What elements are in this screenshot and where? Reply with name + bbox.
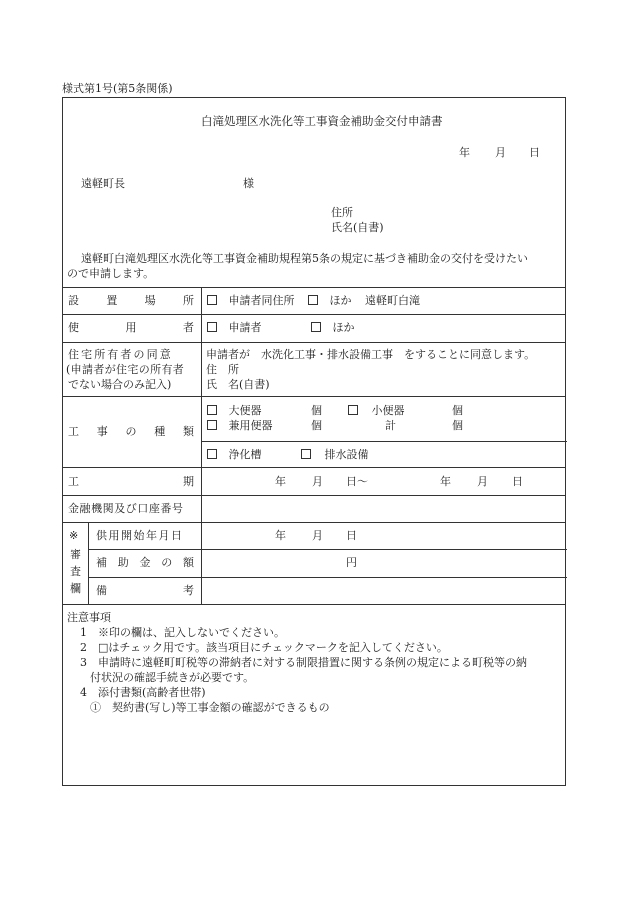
- note-4: 4 添付書類(高齢者世帯): [80, 686, 206, 699]
- period-end-year: 年: [440, 475, 451, 488]
- work-item-drainage: 排水設備: [301, 448, 369, 461]
- applicant-name-label: 氏名(自書): [331, 221, 384, 234]
- form-title: 白滝処理区水洗化等工事資金補助金交付申請書: [201, 114, 443, 128]
- start-year: 年: [275, 529, 286, 542]
- row-divider: [63, 467, 565, 468]
- note-1: 1 ※印の欄は、記入しないでください。: [80, 626, 285, 639]
- user-option-other: ほか: [332, 321, 355, 334]
- review-char-1: 審: [70, 548, 81, 561]
- checkbox-user-applicant[interactable]: [207, 322, 217, 332]
- consent-text: 申請者が 水洗化工事・排水設備工事 をすることに同意します。: [206, 348, 536, 361]
- user-options: [207, 321, 262, 334]
- checkbox-drainage[interactable]: [301, 449, 311, 459]
- location-option-other: ほか: [329, 294, 352, 307]
- note-3a: 3 申請時に遠軽町町税等の滞納者に対する制限措置に関する条例の規定による町税等の納: [80, 656, 527, 669]
- start-day: 日: [346, 529, 357, 542]
- row-divider: [63, 495, 565, 496]
- work-type-label: 工 事 の 種 類: [68, 425, 194, 438]
- date-month: 月: [495, 146, 506, 159]
- checkbox-same-address[interactable]: [207, 295, 217, 305]
- row-divider: [63, 396, 565, 397]
- location-place: 遠軽町白滝: [365, 294, 420, 307]
- period-start-day: 日〜: [346, 475, 368, 488]
- work-item-dual: 兼用便器: [207, 419, 273, 432]
- work-item-septic: 浄化槽: [207, 448, 262, 461]
- consent-address: 住 所: [206, 363, 239, 376]
- work-unit-total: 個: [452, 419, 463, 432]
- user-option-applicant: 申請者: [228, 321, 262, 334]
- checkbox-urinal[interactable]: [348, 405, 358, 415]
- date-day: 日: [529, 146, 540, 159]
- start-date-label: 供用開始年月日: [96, 529, 184, 542]
- row-divider: [63, 314, 565, 315]
- review-char-3: 欄: [70, 582, 81, 595]
- bank-label: 金融機関及び口座番号: [68, 502, 184, 515]
- checkbox-user-other[interactable]: [311, 322, 321, 332]
- consent-label-3: でない場合のみ記入): [68, 378, 172, 391]
- user-label: 使 用 者: [68, 321, 194, 334]
- checkbox-toilet[interactable]: [207, 405, 217, 415]
- work-total: 計: [385, 419, 396, 432]
- work-unit-dual: 個: [311, 419, 322, 432]
- column-divider: [201, 287, 202, 604]
- review-char-2: 査: [70, 565, 81, 578]
- consent-name: 氏 名(自書): [206, 378, 270, 391]
- checkbox-other-location[interactable]: [308, 295, 318, 305]
- period-end-month: 月: [477, 475, 488, 488]
- notes-heading: 注意事項: [67, 611, 111, 624]
- row-divider: [63, 604, 565, 605]
- period-start-year: 年: [275, 475, 286, 488]
- addressee-name: 遠軽町長: [81, 177, 125, 190]
- date-year: 年: [459, 146, 470, 159]
- remarks-label: 備 考: [96, 584, 194, 597]
- location-option-same: 申請者同住所: [228, 294, 295, 307]
- note-4-1: ① 契約書(写し)等工事金額の確認ができるもの: [90, 701, 330, 714]
- note-3b: 付状況の確認手続きが必要です。: [90, 671, 255, 684]
- form-number: 様式第1号(第5条関係): [62, 82, 173, 95]
- preamble-line-2: ので申請します。: [67, 267, 155, 280]
- period-start-month: 月: [312, 475, 323, 488]
- review-divider: [88, 577, 567, 578]
- note-2: 2 □はチェック用です。該当項目にチェックマークを記入してください。: [80, 641, 448, 654]
- checkbox-dual-toilet[interactable]: [207, 420, 217, 430]
- applicant-address-label: 住所: [331, 206, 353, 219]
- checkbox-septic-tank[interactable]: [207, 449, 217, 459]
- addressee-honorific: 様: [243, 177, 254, 190]
- location-options: [207, 294, 420, 307]
- row-divider: [63, 522, 565, 523]
- location-label: 設 置 場 所: [68, 294, 194, 307]
- row-divider: [63, 342, 565, 343]
- review-side-divider: [88, 522, 89, 604]
- consent-label-1: 住宅所有者の同意: [68, 348, 173, 361]
- review-mark: ※: [69, 529, 79, 542]
- period-label: 工 期: [68, 475, 194, 488]
- work-unit-toilet: 個: [311, 404, 322, 417]
- period-end-day: 日: [512, 475, 523, 488]
- preamble-line-1: 遠軽町白滝処理区水洗化等工事資金補助規程第5条の規定に基づき補助金の交付を受けたい: [81, 252, 528, 265]
- row-divider: [63, 287, 565, 288]
- consent-label-2: (申請者が住宅の所有者: [66, 363, 185, 376]
- subsidy-amount-unit: 円: [346, 556, 357, 569]
- work-type-divider: [201, 441, 567, 442]
- work-item-urinal: 小便器: [348, 404, 405, 417]
- review-divider: [88, 549, 567, 550]
- start-month: 月: [312, 529, 323, 542]
- user-options-other: [311, 321, 355, 334]
- work-unit-urinal: 個: [452, 404, 463, 417]
- application-form: [62, 97, 566, 786]
- subsidy-amount-label: 補 助 金 の 額: [96, 556, 194, 569]
- work-item-toilet: 大便器: [207, 404, 262, 417]
